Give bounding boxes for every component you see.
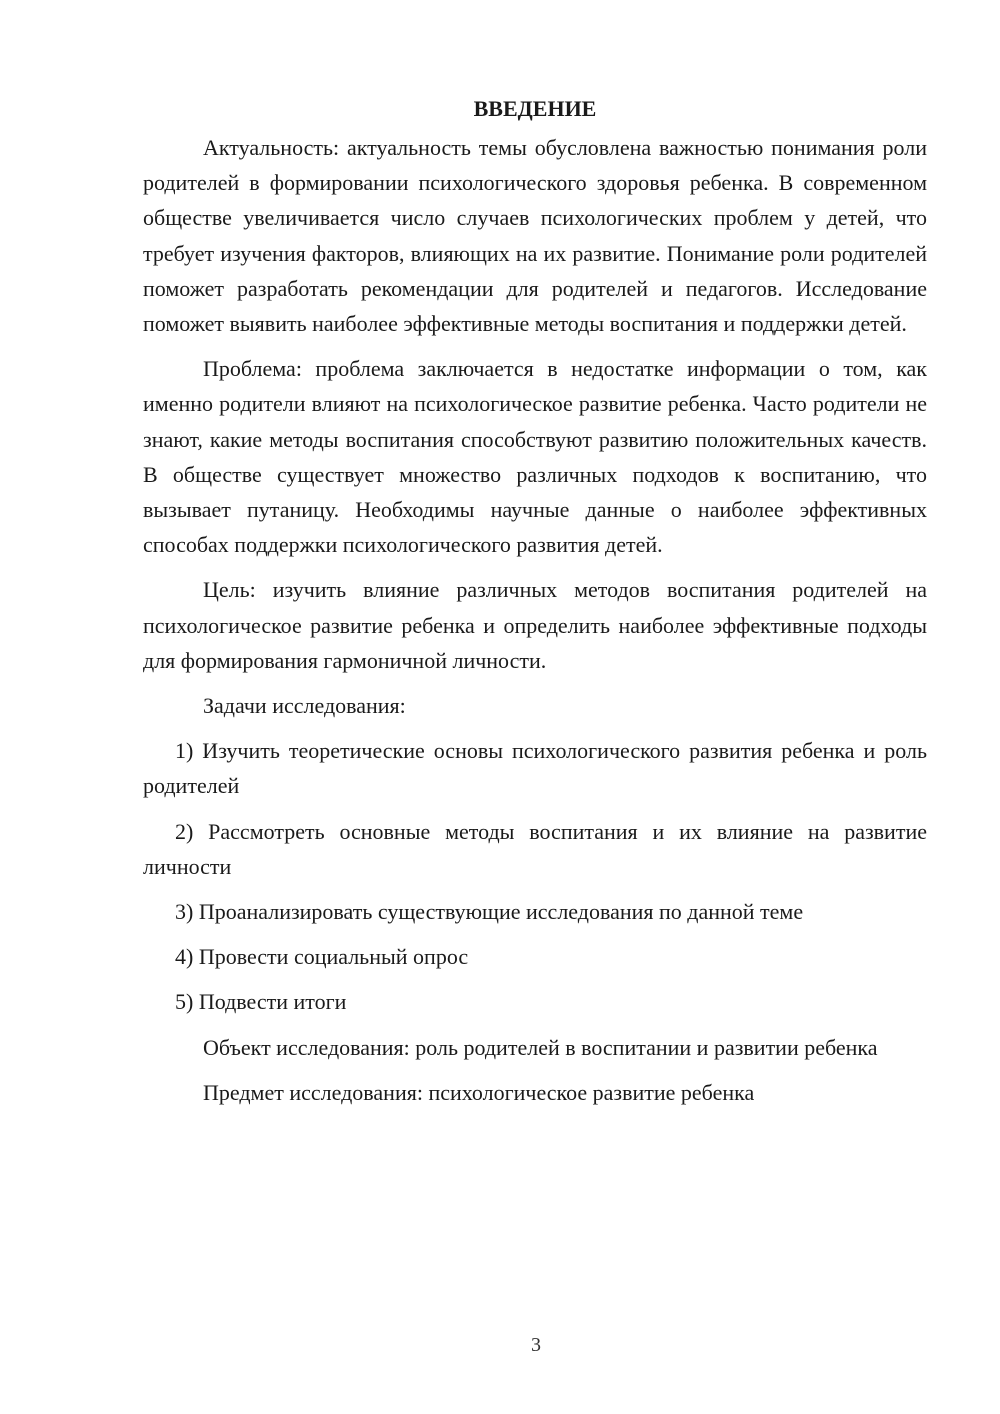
task-item: 3) Проанализировать существующие исследования по данной теме [175, 899, 804, 925]
task-item: 5) Подвести итоги [175, 989, 347, 1015]
problem-paragraph: Проблема: проблема заключается в недостатке информации о том, как именно родители влияют на психологическое развитие ребенка. Часто родители не знают, какие методы воспитания способствуют развитию положительных качеств. В обществе существует множество различных подходов к воспитанию, что вызывает путаницу. Необходимы научные данные о наиболее эффективных способах поддержки психологического развития детей. [143, 356, 927, 558]
subject-paragraph: Предмет исследования: психологическое развитие ребенка [203, 1079, 755, 1105]
goal-paragraph: Цель: изучить влияние различных методов воспитания родителей на психологическое развитие ребенка и определить наиболее эффективные подходы для формирования гармоничной личности. [143, 577, 927, 673]
task-item: 1) Изучить теоретические основы психологического развития ребенка и роль родителей [143, 738, 927, 799]
page-number: 3 [531, 1334, 541, 1356]
relevance-paragraph: Актуальность: актуальность темы обусловлена важностью понимания роли родителей в формировании психологического здоровья ребенка. В современном обществе увеличивается число случаев психологических проблем у детей, что требует изучения факторов, влияющих на их развитие. Понимание роли родителей поможет разработать рекомендации для родителей и педагогов. Исследование поможет выявить наиболее эффективные методы воспитания и поддержки детей. [143, 135, 927, 337]
document-page [143, 92, 927, 1120]
tasks-title: Задачи исследования: [203, 693, 406, 719]
task-item: 2) Рассмотреть основные методы воспитания и их влияние на развитие личности [143, 818, 927, 879]
object-paragraph: Объект исследования: роль родителей в воспитании и развитии ребенка [203, 1034, 878, 1060]
page-title: ВВЕДЕНИЕ [473, 96, 597, 121]
task-item: 4) Провести социальный опрос [175, 944, 469, 970]
